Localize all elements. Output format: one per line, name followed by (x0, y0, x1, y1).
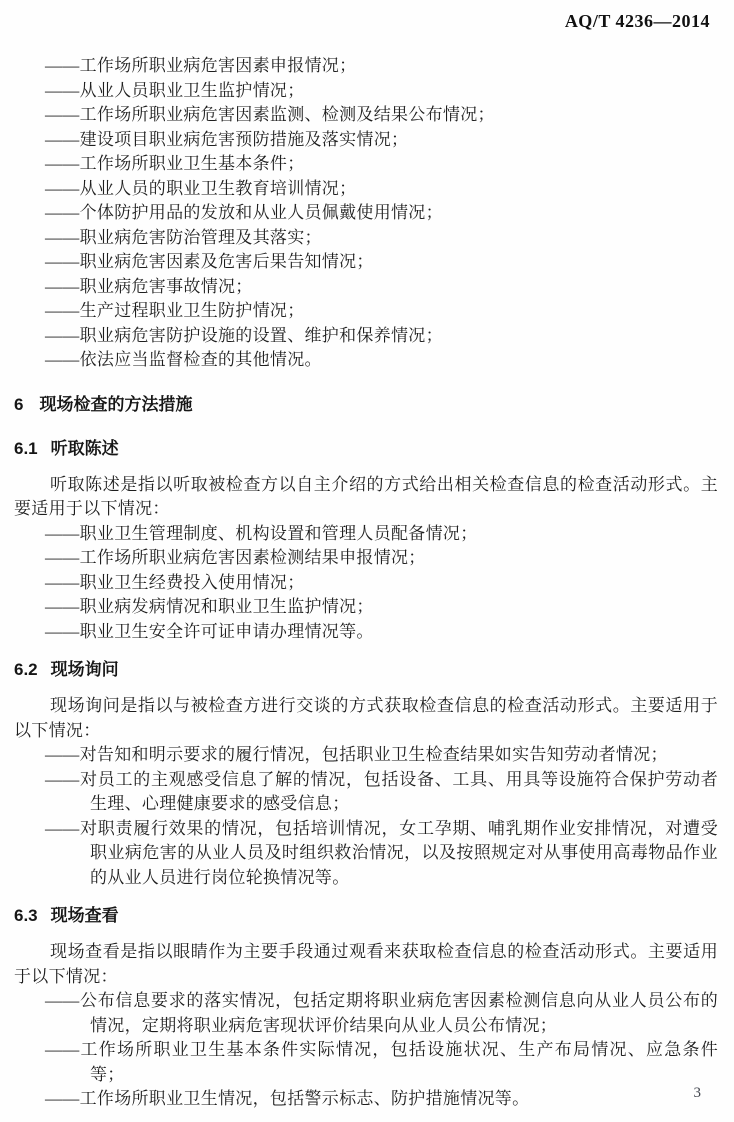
list-item: ——工作场所职业卫生情况，包括警示标志、防护措施情况等。 (45, 1089, 530, 1108)
subsection-number: 6.1 (14, 438, 38, 458)
list-item: ——职业卫生经费投入使用情况； (45, 572, 305, 592)
section-6-heading (14, 393, 718, 417)
list-item: ——从业人员的职业卫生教育培训情况； (45, 178, 357, 198)
list-item: ——工作场所职业病危害因素监测、检测及结果公布情况； (45, 105, 495, 124)
list-item: ——职业病危害防护设施的设置、维护和保养情况； (45, 325, 443, 345)
list-item: ——工作场所职业病危害因素检测结果申报情况； (45, 548, 426, 567)
subsection-6-2-list (14, 743, 718, 890)
list-item: ——依法应当监督检查的其他情况。 (45, 350, 322, 369)
subsection-title: 现场查看 (50, 906, 119, 925)
subsection-6-3-list (14, 989, 718, 1112)
list-item: ——工作场所职业病危害因素申报情况； (45, 56, 357, 75)
list-item: ——职业病危害防治管理及其落实； (45, 227, 322, 247)
list-item: ——对职责履行效果的情况，包括培训情况，女工孕期、哺乳期作业安排情况，对遭受职业病危害的从业人员及时组织救治情况，以及按照规定对从事使用高毒物品作业的从业人员进行岗位轮换情况等。 (45, 818, 718, 887)
intro-dash-list (14, 54, 718, 373)
section-number: 6 (14, 394, 24, 414)
list-item: ——工作场所职业卫生基本条件； (45, 154, 305, 173)
subsection-number: 6.3 (14, 906, 38, 925)
section-title: 现场检查的方法措施 (39, 394, 193, 414)
list-item: ——职业病危害事故情况； (45, 276, 253, 296)
list-item: ——对员工的主观感受信息了解的情况，包括设备、工具、用具等设施符合保护劳动者生理、心理健康要求的感受信息； (45, 769, 718, 813)
list-item: ——工作场所职业卫生基本条件实际情况，包括设施状况、生产布局情况、应急条件等； (45, 1040, 718, 1084)
list-item: ——职业病发病情况和职业卫生监护情况； (45, 597, 374, 616)
standard-code-header: AQ/T 4236—2014 (564, 11, 710, 31)
list-item: ——个体防护用品的发放和从业人员佩戴使用情况； (45, 203, 443, 222)
list-item: ——对告知和明示要求的履行情况，包括职业卫生检查结果如实告知劳动者情况； (45, 745, 668, 764)
list-item: ——公布信息要求的落实情况，包括定期将职业病危害因素检测信息向从业人员公布的情况，定期将职业病危害现状评价结果向从业人员公布情况； (45, 991, 718, 1035)
list-item: ——职业卫生安全许可证申请办理情况等。 (45, 621, 374, 641)
subsection-6-1-list (14, 522, 718, 645)
subsection-title: 现场询问 (50, 660, 119, 679)
subsection-number: 6.2 (14, 660, 38, 679)
paragraph-6-2: 现场询问是指以与被检查方进行交谈的方式获取检查信息的检查活动形式。主要适用于以下情况： (14, 696, 718, 740)
list-item: ——从业人员职业卫生监护情况； (45, 80, 305, 100)
subsection-title: 听取陈述 (50, 438, 119, 458)
subsection-6-3-heading (14, 904, 718, 928)
paragraph-6-3: 现场查看是指以眼睛作为主要手段通过观看来获取检查信息的检查活动形式。主要适用于以下情况： (14, 942, 718, 986)
list-item: ——职业卫生管理制度、机构设置和管理人员配备情况； (45, 523, 478, 543)
list-item: ——职业病危害因素及危害后果告知情况； (45, 252, 374, 271)
list-item: ——建设项目职业病危害预防措施及落实情况； (45, 129, 409, 149)
page-number: 3 (693, 1085, 701, 1101)
subsection-6-2-heading (14, 658, 718, 682)
paragraph-6-1: 听取陈述是指以听取被检查方以自主介绍的方式给出相关检查信息的检查活动形式。主要适用于以下情况： (14, 474, 718, 518)
list-item: ——生产过程职业卫生防护情况； (45, 301, 305, 320)
subsection-6-1-heading (14, 437, 718, 461)
